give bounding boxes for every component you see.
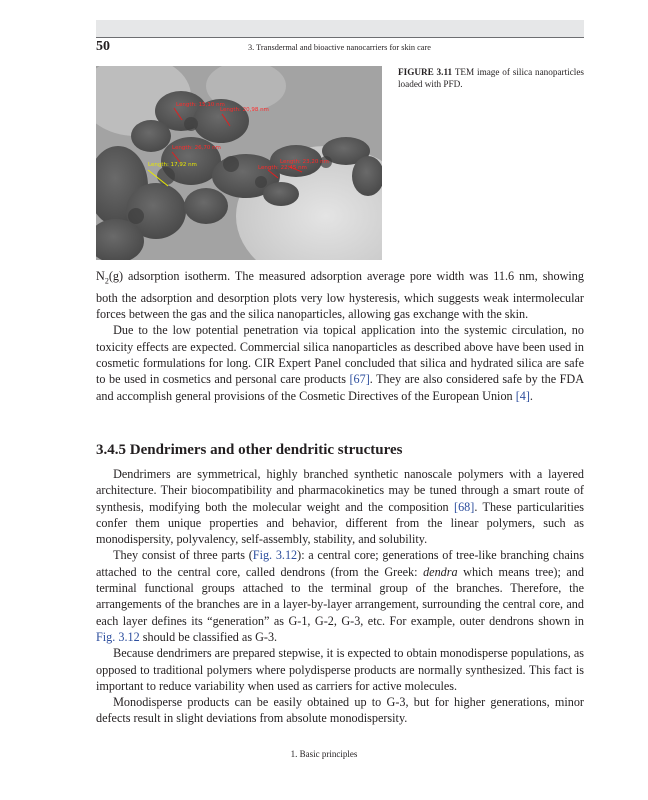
header-bar (96, 20, 584, 37)
measurement-label-5: Length: 23,20 nm (280, 159, 329, 165)
figure-link-3-12-second[interactable]: Fig. 3.12 (96, 629, 140, 644)
section-heading: 3.4.5 Dendrimers and other dendritic structures (96, 442, 403, 458)
measurement-label-2: Length: 20,98 nm (220, 107, 269, 113)
page-number: 50 (96, 39, 110, 54)
figure-link-3-12[interactable]: Fig. 3.12 (252, 548, 298, 563)
footer-text: 1. Basic principles (290, 749, 358, 759)
measurement-label-1: Length: 15,10 nm (176, 102, 225, 108)
paragraph-adsorption: $N_2(g)$ adsorption isotherm. The measured adsorption average pore width was 11.6 nm, showing both the adsorption and desorption plots very low hysteresis, which suggests weak intermolecular forces between the gas and the silica nanoparticles, allowing gas exchange with the skin. (96, 269, 584, 322)
section-text (96, 466, 584, 727)
reference-link-4[interactable]: [4] (515, 388, 530, 403)
figure-label: FIGURE 3.11 (398, 67, 453, 77)
reference-link-67[interactable]: [67] (349, 372, 370, 387)
measurement-label-3: Length: 26,70 nm (172, 145, 221, 151)
tem-image (96, 66, 382, 260)
measurement-label-4: Length: 17,92 nm (148, 162, 197, 168)
paragraph-monodisperse: Because dendrimers are prepared stepwise, it is expected to obtain monodisperse populations, as opposed to traditional polymers where polydisperse products are normally synthesized. This fact is important to reduce variability when used as carriers for active molecules. (96, 646, 584, 693)
measurement-label-6: Length: 22,45 nm (258, 165, 307, 171)
running-title: 3. Transdermal and bioactive nanocarriers for skin care (248, 43, 431, 52)
paragraph-generations: Monodisperse products can be easily obtained up to G-3, but for higher generations, minor defects result in slight deviations from absolute monodispersity. (96, 695, 584, 726)
paragraph-dendrimer-structure: They consist of three parts (Fig. 3.12): a central core; generations of tree-like branching chains attached to the central core, called dendrons (from the Greek: dendra which means tree); and terminal functional groups attached to the terminal group of the branches. Therefore, the arrangements of the branches are in a layer-by-layer arrangement, surrounding the central core, and each layer defines its “generation” as G-1, G-2, G-3, etc. For example, outer dendrons shown in Fig. 3.12 should be classified as G-3. (96, 548, 585, 644)
header-rule (96, 37, 584, 38)
paragraph-toxicity: Due to the low potential penetration via topical application into the systemic circulation, no toxicity effects are expected. Commercial silica nanoparticles as described above have been used in cosmetic formulations for long. CIR Expert Panel concluded that silica and hydrated silica are safe to be used in cosmetics and personal care products [67]. They are also considered safe by the FDA and accomplish general provisions of the Cosmetic Directives of the European Union [4]. (96, 323, 584, 403)
figure-caption (398, 66, 584, 90)
paragraph-dendrimers-intro: Dendrimers are symmetrical, highly branched synthetic nanoscale polymers with a layered architecture. Their biocompatibility and pharmacokinetics may be tuned through a smart route of synthesis, modifying both the molecular weight and the composition [68]. These particularities confer them unique properties and behavior, different from the linear polymers, such as monodispersity, polyvalency, self-assembly, stability, and solubility. (96, 467, 584, 547)
intro-text (96, 268, 584, 404)
figure-caption-text: TEM image of silica nanoparticles loaded with PFD. (398, 67, 584, 89)
reference-link-68[interactable]: [68] (454, 499, 475, 514)
